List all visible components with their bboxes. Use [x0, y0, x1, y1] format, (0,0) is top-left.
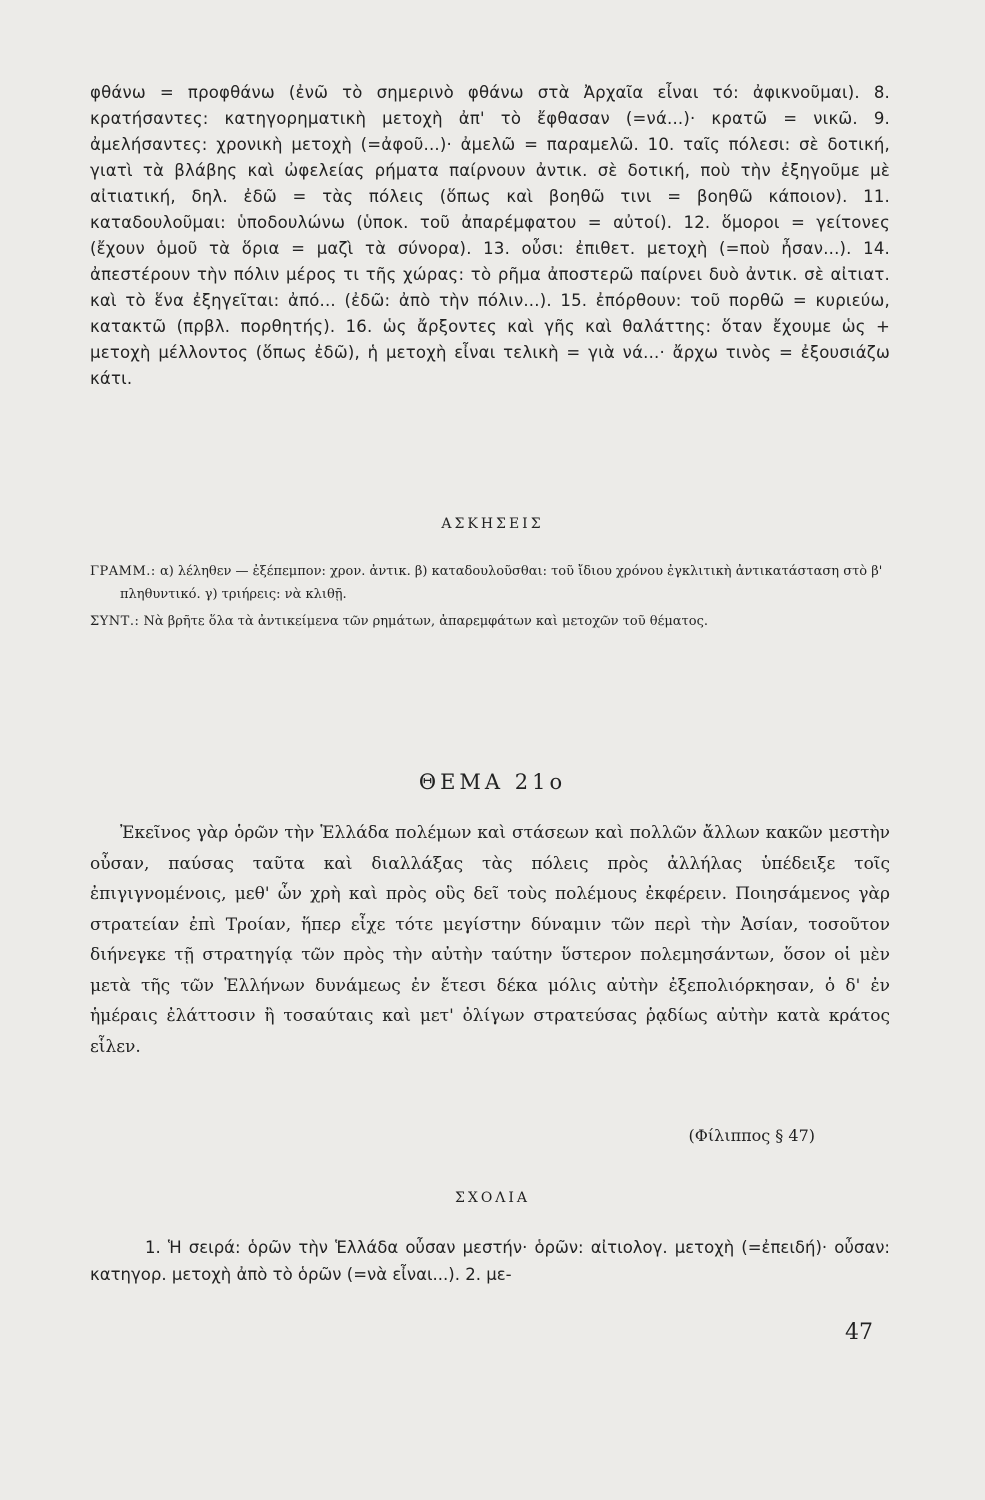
exercise-syntax	[90, 610, 890, 633]
scholia-text: 1. Ἡ σειρά: ὁρῶν τὴν Ἑλλάδα οὖσαν μεστήν· ὁρῶν: αἰτιολογ. μετοχὴ (=ἐπειδή)· οὖσαν: κατηγορ. μετοχὴ ἀπὸ τὸ ὁρῶν (=νὰ εἶναι...). 2. με-	[90, 1238, 890, 1284]
page-number: 47	[845, 1320, 873, 1345]
notes-paragraph: φθάνω = προφθάνω (ἐνῶ τὸ σημερινὸ φθάνω στὰ Ἀρχαῖα εἶναι τό: ἀφικνοῦμαι). 8. κρατήσαντες: κατηγορηματικὴ μετοχὴ ἀπ' τὸ ἔφθασαν (=νά...)· κρατῶ = νικῶ. 9. ἀμελήσαντες: χρονικὴ μετοχὴ (=ἀφοῦ...)· ἀμελῶ = παραμελῶ. 10. ταῖς πόλεσι: σὲ δοτική, γιατὶ τὰ βλάβης καὶ ὠφελείας ρήματα παίρνουν ἀντικ. σὲ δοτική, ποὺ τὴν ἐξηγοῦμε μὲ αἰτιατική, δηλ. ἐδῶ = τὰς πόλεις (ὅπως καὶ βοηθῶ τινι = βοηθῶ κάποιον). 11. καταδουλοῦμαι: ὑποδουλώνω (ὑποκ. τοῦ ἀπαρέμφατου = αὐτοί). 12. ὅμοροι = γείτονες (ἔχουν ὁμοῦ τὰ ὅρια = μαζὶ τὰ σύνορα). 13. οὖσι: ἐπιθετ. μετοχὴ (=ποὺ ἦσαν...). 14. ἀπεστέρουν τὴν πόλιν μέρος τι τῆς χώρας: τὸ ρῆμα ἀποστερῶ παίρνει δυὸ ἀντικ. σὲ αἰτιατ. καὶ τὸ ἕνα ἐξηγεῖται: ἀπό... (ἐδῶ: ἀπὸ τὴν πόλιν...). 15. ἐπόρθουν: τοῦ πορθῶ = κυριεύω, κατακτῶ (πρβλ. πορθητής). 16. ὡς ἄρξοντες καὶ γῆς καὶ θαλάττης: ὅταν ἔχουμε ὡς + μετοχὴ μέλλοντος (ὅπως ἐδῶ), ἡ μετοχὴ εἶναι τελικὴ = γιὰ νά...· ἄρχω τινὸς = ἐξουσιάζω κάτι.	[90, 83, 890, 388]
exercises-section	[90, 560, 890, 637]
passage-text: Ἐκεῖνος γὰρ ὁρῶν τὴν Ἑλλάδα πολέμων καὶ στάσεων καὶ πολλῶν ἄλλων κακῶν μεστὴν οὖσαν, παύσας ταῦτα καὶ διαλλάξας τὰς πόλεις πρὸς ἀλλήλας ὑπέδειξε τοῖς ἐπιγιγνομένοις, μεθ' ὧν χρὴ καὶ πρὸς οὓς δεῖ τοὺς πολέμους ἐκφέρειν. Ποιησάμενος γὰρ στρατείαν ἐπὶ Τροίαν, ἥπερ εἶχε τότε μεγίστην δύναμιν τῶν περὶ τὴν Ἀσίαν, τοσοῦτον διήνεγκε τῇ στρατηγίᾳ τῶν πρὸς τὴν αὐτὴν ταύτην ὕστερον πολεμησάντων, ὅσον οἱ μὲν μετὰ τῆς τῶν Ἑλλήνων δυνάμεως ἐν ἔτεσι δέκα μόλις αὐτὴν ἐξεπολιόρκησαν, ὁ δ' ἐν ἡμέραις ἐλάττοσιν ἢ τοσαύταις καὶ μετ' ὀλίγων στρατεύσας ῥᾳδίως αὐτὴν κατὰ κράτος εἷλεν.	[90, 823, 890, 1057]
exercise-grammar-text: α) λέληθεν — ἐξέπεμπον: χρον. ἀντικ. β) καταδουλοῦσθαι: τοῦ ἴδιου χρόνου ἐγκλιτικὴ ἀντικατάσταση στὸ β' πληθυντικό. γ) τριήρεις: νὰ κλιθῇ.	[120, 564, 883, 602]
notes-continuation	[90, 80, 890, 392]
ancient-greek-passage	[90, 818, 890, 1062]
exercise-grammar	[90, 560, 890, 606]
exercise-grammar-key: ΓΡΑΜΜ.:	[90, 564, 156, 579]
theme-heading: ΘΕΜΑ 21ο	[418, 770, 567, 794]
passage-source: (Φίλιππος § 47)	[688, 1126, 815, 1145]
exercises-heading: ΑΣΚΗΣΕΙΣ	[441, 516, 544, 532]
scholia-section	[90, 1234, 890, 1288]
exercise-syntax-text: Νὰ βρῆτε ὅλα τὰ ἀντικείμενα τῶν ρημάτων, ἀπαρεμφάτων καὶ μετοχῶν τοῦ θέματος.	[143, 614, 708, 629]
scholia-heading: ΣΧΟΛΙΑ	[454, 1190, 531, 1206]
exercise-syntax-key: ΣΥΝΤ.:	[90, 614, 140, 629]
